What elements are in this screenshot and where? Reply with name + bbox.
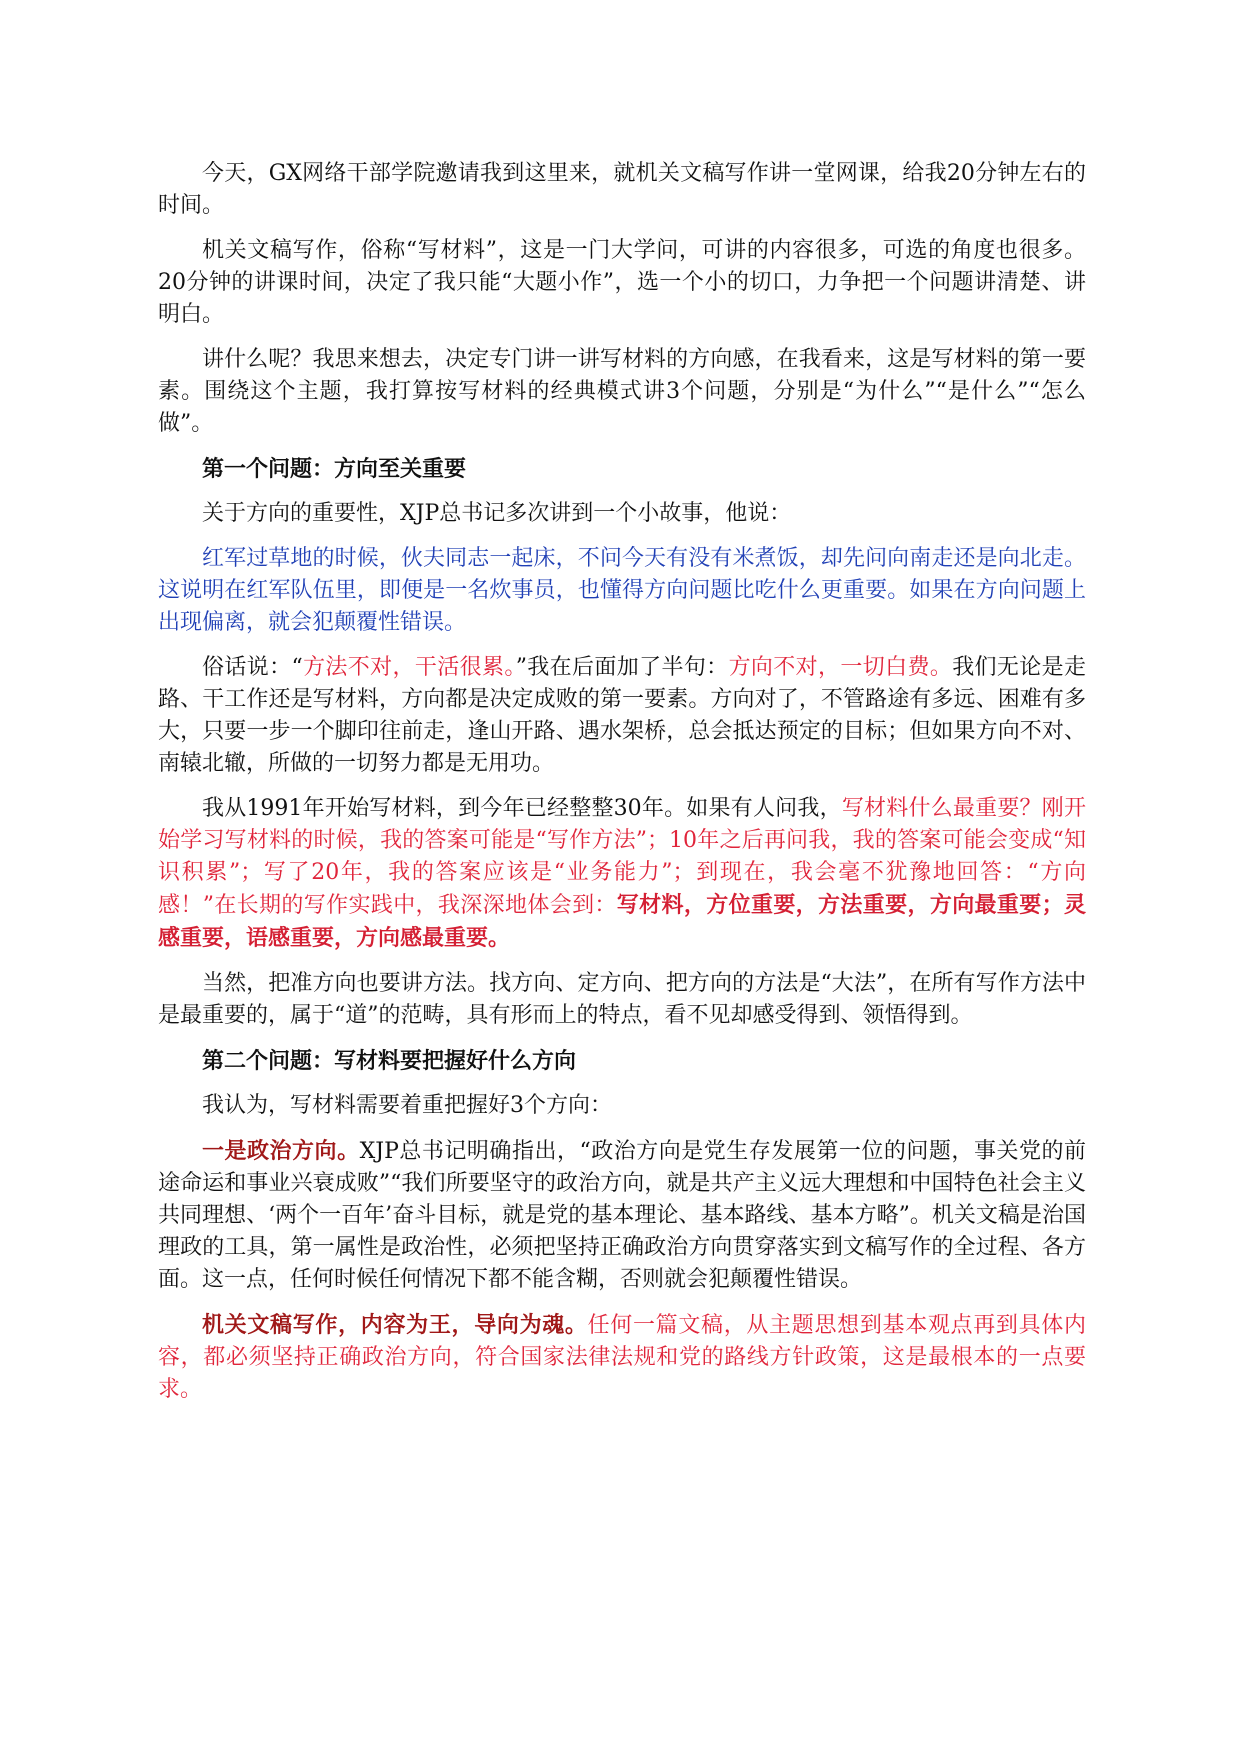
saying-highlight-a: 方法不对，干活很累。 [302,655,516,680]
paragraph-experience [158,793,1086,955]
content-king-text: 任何一篇文稿，从主题思想到基本观点再到具体内容，都必须坚持正确政治方向，符合国家法律法规和党的路线方针政策，这是最根本的一点要求。 [158,1313,1086,1402]
paragraph-intro: 今天，GX网络干部学院邀请我到这里来，就机关文稿写作讲一堂网课，给我20分钟左右的时间。 [158,161,1086,218]
section-heading-2: 第二个问题：写材料要把握好什么方向 [202,1048,577,1074]
experience-bold-highlight: 写材料，方位重要，方法重要，方向最重要；灵感重要，语感重要，方向感最重要。 [158,892,1086,951]
paragraph-quote: 红军过草地的时候，伙夫同志一起床，不问今天有没有米煮饭，却先问向南走还是向北走。这说明在红军队伍里，即便是一名炊事员，也懂得方向问题比吃什么更重要。如果在方向问题上出现偏离，就会犯颠覆性错误。 [158,546,1086,635]
content-king-lead: 机关文稿写作，内容为王，导向为魂。 [202,1312,588,1338]
paragraph-three-directions: 我认为，写材料需要着重把握好3个方向： [202,1093,612,1118]
political-direction-lead: 一是政治方向。 [202,1138,360,1164]
paragraph-content-king [158,1309,1086,1406]
experience-highlight: 写材料什么最重要？刚开始学习写材料的时候，我的答案可能是“写作方法”；10年之后再问我，我的答案可能会变成“知识积累”；写了20年，我的答案应该是“业务能力”；到现在，我会毫不犹豫地回答：“方向感！”在长期的写作实践中，我深深地体会到： [158,796,1086,918]
paragraph-outline: 讲什么呢？我思来想去，决定专门讲一讲写材料的方向感，在我看来，这是写材料的第一要素。围绕这个主题，我打算按写材料的经典模式讲3个问题，分别是“为什么”“是什么”“怎么做”。 [158,347,1086,436]
section-heading-1: 第一个问题：方向至关重要 [202,456,467,482]
document-body [158,158,1086,1419]
saying-text-b: ”我在后面加了半句： [515,655,729,680]
saying-text-c: 我们无论是走路、干工作还是写材料，方向都是决定成败的第一要素。方向对了，不管路途有多远、困难有多大，只要一步一个脚印往前走，逢山开路、遇水架桥，总会抵达预定的目标；但如果方向不对、南辕北辙，所做的一切努力都是无用功。 [158,655,1086,776]
political-direction-text: XJP总书记明确指出，“政治方向是党生存发展第一位的问题，事关党的前途命运和事业兴衰成败”“我们所要坚守的政治方向，就是共产主义远大理想和中国特色社会主义共同理想、‘两个一百年’奋斗目标，就是党的基本理论、基本路线、基本方略”。机关文稿是治国理政的工具，第一属性是政治性，必须把坚持正确政治方向贯穿落实到文稿写作的全过程、各方面。这一点，任何时候任何情况下都不能含糊，否则就会犯颠覆性错误。 [158,1139,1086,1292]
paragraph-topic: 机关文稿写作，俗称“写材料”，这是一门大学问，可讲的内容很多，可选的角度也很多。20分钟的讲课时间，决定了我只能“大题小作”，选一个小的切口，力争把一个问题讲清楚、讲明白。 [158,238,1086,327]
paragraph-story-intro: 关于方向的重要性，XJP总书记多次讲到一个小故事，他说： [202,501,792,526]
paragraph-method: 当然，把准方向也要讲方法。找方向、定方向、把方向的方法是“大法”，在所有写作方法中是最重要的，属于“道”的范畴，具有形而上的特点，看不见却感受得到、领悟得到。 [158,971,1086,1028]
paragraph-saying [158,652,1086,780]
saying-text-a: 俗话说：“ [202,655,303,680]
saying-highlight-b: 方向不对，一切白费。 [728,655,953,680]
experience-text: 我从1991年开始写材料，到今年已经整整30年。如果有人问我， [202,796,842,821]
paragraph-political-direction [158,1135,1086,1296]
